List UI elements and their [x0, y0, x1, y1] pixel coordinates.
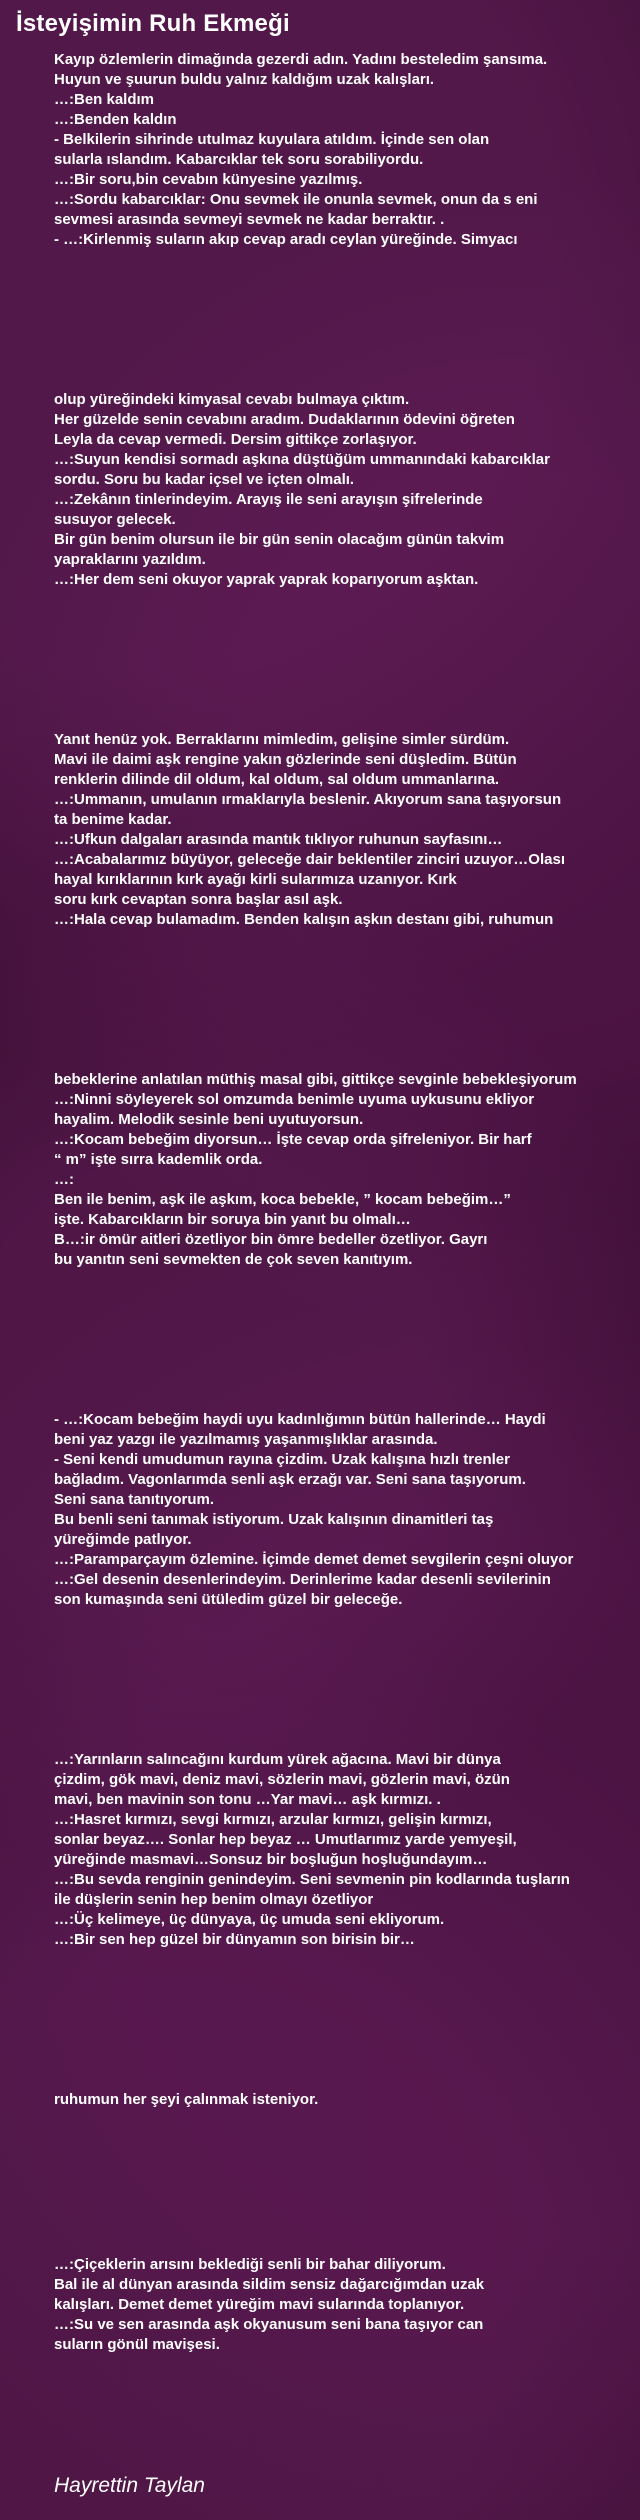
poem-line: Mavi ile daimi aşk rengine yakın gözlerinde seni düşledim. Bütün	[54, 751, 517, 768]
poem-line: çizdim, gök mavi, deniz mavi, sözlerin mavi, gözlerin mavi, özün	[54, 1771, 510, 1788]
poem-line: yüreğinde masmavi…Sonsuz bir boşluğun hoşluğundayım…	[54, 1851, 488, 1868]
poem-line: Bu benli seni tanımak istiyorum. Uzak kalışının dinamitleri taş	[54, 1511, 494, 1528]
poem-line: …:Yarınların salıncağını kurdum yürek ağacına. Mavi bir dünya	[54, 1751, 501, 1768]
poem-line: …:Suyun kendisi sormadı aşkına düştüğüm ummanındaki kabarcıklar	[54, 451, 550, 468]
poem-line: Yanıt henüz yok. Berraklarını mimledim, gelişine simler sürdüm.	[54, 731, 510, 748]
poem-line: ta benime kadar.	[54, 811, 172, 828]
stanza-gap	[54, 1950, 630, 2090]
poem-line: hayalim. Melodik sesinle beni uyutuyorsun.	[54, 1111, 364, 1128]
poem-line: sevmesi arasında sevmeyi sevmek ne kadar berraktır. .	[54, 211, 445, 228]
poem-line: Bir gün benim olursun ile bir gün senin olacağım günün takvim	[54, 531, 505, 548]
poem-line: …:Ummanın, umulanın ırmaklarıyla beslenir. Akıyorum sana taşıyorsun	[54, 791, 562, 808]
poem-line: …:Gel desenin desenlerindeyim. Derinlerime kadar desenli sevilerinin	[54, 1571, 551, 1588]
poem-line: …:Kocam bebeğim diyorsun… İşte cevap orda şifreleniyor. Bir harf	[54, 1131, 532, 1148]
poem-line: Seni sana tanıtıyorum.	[54, 1491, 215, 1508]
poem-line: ile düşlerin senin hep benim olmayı özetliyor	[54, 1891, 374, 1908]
poem-line: - …:Kocam bebeğim haydi uyu kadınlığımın bütün hallerinde… Haydi	[54, 1411, 546, 1428]
poem-line: bebeklerine anlatılan müthiş masal gibi, gittikçe sevginle bebekleşiyorum	[54, 1071, 577, 1088]
poem-line: - Seni kendi umudumun rayına çizdim. Uzak kalışına hızlı trenler	[54, 1451, 510, 1468]
poem-line: …:Bir soru,bin cevabın künyesine yazılmış.	[54, 171, 363, 188]
poem-line: …:Acabalarımız büyüyor, geleceğe dair beklentiler zinciri uzuyor…Olası	[54, 851, 565, 868]
poem-line: …:Bu sevda renginin genindeyim. Seni sevmenin pin kodlarında tuşların	[54, 1871, 570, 1888]
poem-body	[54, 50, 630, 2355]
poem-line: susuyor gelecek.	[54, 511, 176, 528]
stanza-gap	[54, 930, 630, 1070]
author-name: Hayrettin Taylan	[54, 2474, 205, 2497]
poem-line: Her güzelde senin cevabını aradım. Dudaklarının ödevini öğreten	[54, 411, 515, 428]
poem-line: …:	[54, 1171, 74, 1188]
poem-line: işte. Kabarcıkların bir soruya bin yanıt bu olmalı…	[54, 1211, 411, 1228]
poem-line: …:Her dem seni okuyor yaprak yaprak koparıyorum aşktan.	[54, 571, 479, 588]
poem-line: …:Ben kaldım	[54, 91, 155, 108]
poem-line: sularla ıslandım. Kabarcıklar tek soru sorabiliyordu.	[54, 151, 424, 168]
poem-line: …:Ninni söyleyerek sol omzumda benimle uyuma uykusunu ekliyor	[54, 1091, 535, 1108]
poem-line: sordu. Soru bu kadar içsel ve içten olmalı.	[54, 471, 355, 488]
poem-line: bağladım. Vagonlarımda senli aşk erzağı var. Seni sana taşıyorum.	[54, 1471, 526, 1488]
stanza-gap	[54, 2110, 630, 2255]
poem-line: Ben ile benim, aşk ile aşkım, koca bebekle, ” kocam bebeğim…”	[54, 1191, 511, 1208]
poem-line: …:Bir sen hep güzel bir dünyamın son birisin bir…	[54, 1931, 415, 1948]
stanza-gap	[54, 590, 630, 730]
poem-line: Bal ile al dünyan arasında sildim sensiz dağarcığımdan uzak	[54, 2276, 485, 2293]
poem-line: son kumaşında seni ütüledim güzel bir geleceğe.	[54, 1591, 403, 1608]
poem-line: - …:Kirlenmiş suların akıp cevap aradı ceylan yüreğinde. Simyacı	[54, 231, 518, 248]
poem-line: Kayıp özlemlerin dimağında gezerdi adın. Yadını besteledim şansıma.	[54, 51, 548, 68]
stanza-6	[54, 1750, 630, 1950]
poem-line: suların gönül mavişesi.	[54, 2336, 220, 2353]
poem-line: - Belkilerin sihrinde utulmaz kuyulara atıldım. İçinde sen olan	[54, 131, 490, 148]
poem-line: yüreğimde patlıyor.	[54, 1531, 192, 1548]
poem-line: “ m” işte sırra kademlik orda.	[54, 1151, 263, 1168]
stanza-gap	[54, 1610, 630, 1750]
poem-line: B…:ir ömür aitleri özetliyor bin ömre bedeller özetliyor. Gayrı	[54, 1231, 488, 1248]
stanza-1	[54, 50, 630, 250]
poem-line: bu yanıtın seni sevmekten de çok seven kanıtıyım.	[54, 1251, 413, 1268]
poem-line: …:Zekânın tinlerindeyim. Arayış ile seni arayışın şifrelerinde	[54, 491, 483, 508]
poem-line: Leyla da cevap vermedi. Dersim gittikçe zorlaşıyor.	[54, 431, 417, 448]
poem-line: …:Ufkun dalgaları arasında mantık tıklıyor ruhunun sayfasını…	[54, 831, 503, 848]
poem-line: …:Sordu kabarcıklar: Onu sevmek ile onunla sevmek, onun da s eni	[54, 191, 538, 208]
stanza-5	[54, 1410, 630, 1610]
stanza-gap	[54, 1270, 630, 1410]
poem-line: …:Hasret kırmızı, sevgi kırmızı, arzular kırmızı, gelişin kırmızı,	[54, 1811, 492, 1828]
poem-line: ruhumun her şeyi çalınmak isteniyor.	[54, 2091, 319, 2108]
poem-line: …:Üç kelimeye, üç dünyaya, üç umuda seni ekliyorum.	[54, 1911, 445, 1928]
poem-line: …:Çiçeklerin arısını beklediği senli bir bahar diliyorum.	[54, 2256, 446, 2273]
stanza-7	[54, 2090, 630, 2110]
poem-line: kalışları. Demet demet yüreğim mavi sularında toplanıyor.	[54, 2296, 465, 2313]
poem-line: …:Su ve sen arasında aşk okyanusum seni bana taşıyor can	[54, 2316, 484, 2333]
poem-line: olup yüreğindeki kimyasal cevabı bulmaya çıktım.	[54, 391, 410, 408]
poem-line: sonlar beyaz…. Sonlar hep beyaz … Umutlarımız yarde yemyeşil,	[54, 1831, 517, 1848]
poem-line: soru kırk cevaptan sonra başlar asıl aşk.	[54, 891, 343, 908]
stanza-3	[54, 730, 630, 930]
poem-line: …:Paramparçayım özlemine. İçimde demet demet sevgilerin çeşni oluyor	[54, 1551, 574, 1568]
poem-title: İsteyişimin Ruh Ekmeği	[16, 10, 290, 37]
poem-line: renklerin dilinde dil oldum, kal oldum, sal oldum ummanlarına.	[54, 771, 500, 788]
poem-line: mavi, ben mavinin son tonu …Yar mavi… aşk kırmızı. .	[54, 1791, 441, 1808]
stanza-gap	[54, 250, 630, 390]
stanza-8	[54, 2255, 630, 2355]
stanza-4	[54, 1070, 630, 1270]
poem-line: beni yaz yazgı ile yazılmamış yaşanmışlıklar arasında.	[54, 1431, 438, 1448]
poem-line: hayal kırıklarının kırk ayağı kirli sularımıza uzanıyor. Kırk	[54, 871, 457, 888]
poem-line: …:Hala cevap bulamadım. Benden kalışın aşkın destanı gibi, ruhumun	[54, 911, 554, 928]
poem-line: Huyun ve şuurun buldu yalnız kaldığım uzak kalışları.	[54, 71, 435, 88]
poem-line: yapraklarını yazıldım.	[54, 551, 206, 568]
poem-line: …:Benden kaldın	[54, 111, 177, 128]
stanza-2	[54, 390, 630, 590]
